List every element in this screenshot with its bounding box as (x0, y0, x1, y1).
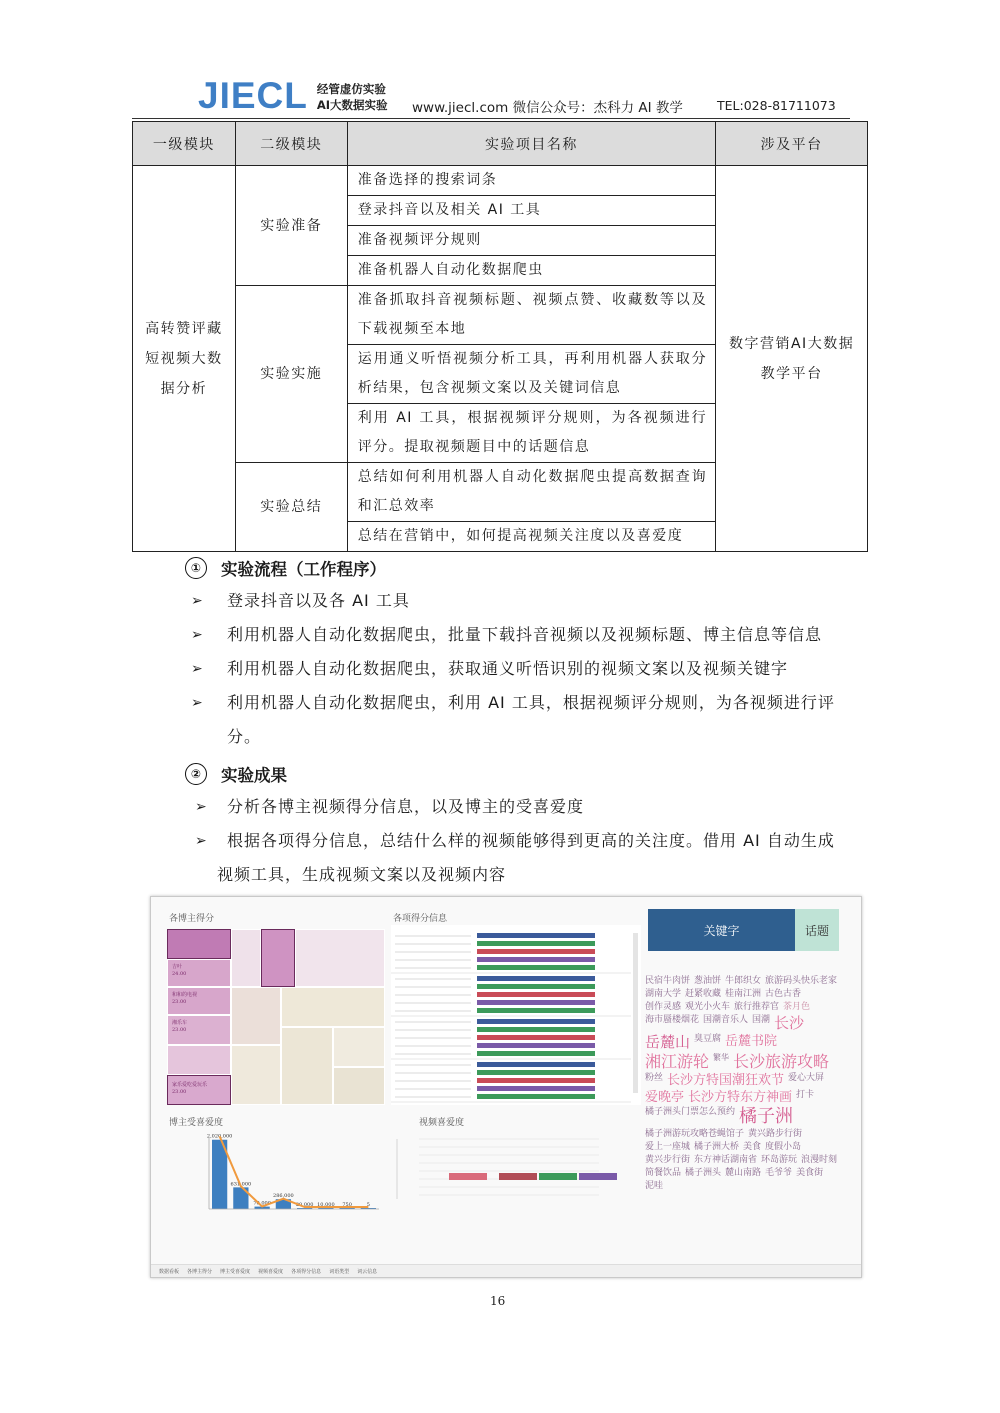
treemap-cell (167, 1015, 231, 1045)
wordcloud-word: 橘子洲头 (685, 1168, 722, 1178)
experiment-item: 总结在营销中，如何提高视频关注度以及喜爱度 (347, 522, 715, 552)
experiment-item: 登录抖音以及相关 AI 工具 (347, 196, 715, 226)
wordcloud-word: 古色古香 (765, 989, 802, 999)
wordcloud-word: 湖南大学 (645, 989, 682, 999)
score-bar (477, 1035, 595, 1040)
wordcloud-word: 橘子洲大桥 (694, 1142, 740, 1152)
wordcloud-word: 葱油饼 (694, 976, 722, 986)
score-bar (477, 1070, 595, 1075)
wordcloud-word: 度假小岛 (765, 1142, 802, 1152)
score-bar (477, 992, 595, 997)
dashboard-tab-bar (151, 1264, 861, 1277)
pane-title-video-popularity: 视频喜爱度 (419, 1118, 465, 1128)
logo-subtitle-line1: 经管虚仿实验 (316, 82, 386, 96)
level1-module-line: 高转赞评藏 (145, 320, 223, 337)
experiment-item: 运用通义听悟视频分析工具，再利用机器人获取分析结果，包含视频文案以及关键词信息 (347, 345, 715, 404)
score-bar (477, 1000, 595, 1005)
wordcloud-word: 黄兴步行街 (645, 1155, 691, 1165)
score-bar (477, 949, 595, 954)
wordcloud-word: 橘子洲 (739, 1106, 794, 1127)
platform-line: 数字营销AI大数据 (728, 335, 855, 352)
list-item-text: 登录抖音以及各 AI 工具 (227, 591, 410, 610)
wordcloud-word: 粉丝 (645, 1073, 664, 1083)
page-number: 16 (490, 1294, 506, 1308)
bullet-arrow-icon: ➢ (195, 833, 208, 849)
section-number: ② (185, 763, 207, 785)
wordcloud-word: 美食 (743, 1142, 762, 1152)
experiment-table (132, 121, 868, 552)
table-header-cell: 二级模块 (235, 122, 347, 166)
treemap-cell (261, 929, 295, 987)
wordcloud-word: 爱晚亭 (645, 1090, 685, 1105)
score-bar (477, 965, 595, 970)
wordcloud-word: 黄兴路步行街 (748, 1129, 803, 1139)
section-number: ① (185, 557, 207, 579)
wordcloud-word: 茶月色 (783, 1002, 811, 1012)
logo-subtitle (317, 81, 388, 114)
list-item-text: 利用机器人自动化数据爬虫，利用 AI 工具，根据视频评分规则，为各视频进行评 (227, 693, 835, 712)
table-header-row (133, 122, 868, 166)
heat-cell (539, 1173, 577, 1180)
wordcloud-word: 美食街 (796, 1168, 824, 1178)
treemap-cell (231, 987, 281, 1045)
score-bar (477, 984, 595, 989)
blogger-popularity-chart (169, 1129, 389, 1259)
logo-wordmark: JIECL (198, 75, 308, 116)
table-header-cell: 实验项目名称 (347, 122, 715, 166)
list-item-text: 视频工具，生成视频文案以及视频内容 (217, 865, 507, 884)
fans-data-label: 10,000 (317, 1202, 335, 1208)
list-item-text: 分析各博主视频得分信息，以及博主的受喜爱度 (227, 797, 585, 816)
wordcloud-word: 简餐饮品 (645, 1168, 682, 1178)
fans-data-label: 70,000 (253, 1200, 271, 1207)
pane-title-blogger-popularity: 博主受喜爱度 (169, 1118, 224, 1128)
fans-data-label: 750 (342, 1202, 352, 1208)
score-bar (477, 1062, 595, 1067)
platform-line: 教学平台 (760, 365, 823, 382)
wordcloud-word: 浪漫时刻 (801, 1155, 838, 1165)
dashboard-sheet-tab[interactable]: 词云信息 (357, 1268, 378, 1275)
treemap-cell (281, 1027, 333, 1105)
wordcloud-word: 海市蜃楼烟花 (645, 1015, 700, 1025)
wordcloud-word: 长沙方特东方神画 (688, 1090, 793, 1105)
wordcloud-word: 创作灵感 (645, 1002, 682, 1012)
score-bar (477, 941, 595, 946)
treemap-cell (167, 929, 231, 959)
dashboard-sheet-tab[interactable]: 数据看板 (159, 1268, 180, 1275)
wordcloud-word: 民宿牛肉饼 (645, 976, 691, 986)
wordcloud-word: 爱心大屏 (788, 1073, 825, 1083)
score-bar (477, 1043, 595, 1048)
wordcloud-word: 岳麓山 (645, 1033, 691, 1051)
wordcloud-word: 臭豆腐 (694, 1034, 722, 1044)
wordcloud-word: 长沙方特国潮狂欢节 (667, 1073, 785, 1088)
platform-cell (716, 166, 868, 552)
wordcloud-word: 国潮 (752, 1015, 771, 1025)
treemap-label: 家乐爱吃爱玩乐 23.00 (172, 1082, 208, 1095)
wordcloud-word: 赶紧收藏 (685, 989, 722, 999)
logo-subtitle-line2: AI大数据实验 (316, 98, 388, 112)
table-row (133, 166, 868, 196)
fans-data-label: 631,000 (230, 1181, 252, 1188)
score-bar (477, 1008, 595, 1013)
list-item-text: 根据各项得分信息，总结什么样的视频能够得到更高的关注度。借用 AI 自动生成 (227, 831, 835, 850)
list-item-text: 分。 (227, 727, 262, 746)
wordcloud-word: 打卡 (796, 1090, 815, 1100)
table-header-cell: 一级模块 (133, 122, 236, 166)
score-bar (477, 1078, 595, 1083)
fans-data-label: 2,020,000 (206, 1133, 233, 1140)
wordcloud-word: 麓山南路 (725, 1168, 762, 1178)
treemap-cell (231, 929, 261, 987)
tab-topic[interactable]: 话题 (795, 909, 839, 951)
wordcloud-word: 爱上一座城 (645, 1142, 691, 1152)
treemap-cell (167, 959, 231, 987)
heat-cell (449, 1173, 487, 1180)
dashboard-sheet-tab[interactable]: 词语类型 (329, 1268, 350, 1275)
treemap-label: 湘乐车 23.00 (172, 1020, 188, 1033)
dashboard-sheet-tab[interactable]: 各项得分信息 (291, 1268, 322, 1275)
section-heading-results (185, 762, 287, 786)
score-bar (477, 1027, 595, 1032)
score-bar (477, 976, 595, 981)
jiecl-logo (198, 75, 388, 116)
fans-data-label: 5 (366, 1202, 370, 1208)
bullet-arrow-icon: ➢ (195, 799, 208, 815)
level1-module-cell (133, 166, 236, 552)
keyword-wordcloud (645, 977, 845, 1237)
wordcloud-word: 旅行推荐官 (734, 1002, 780, 1012)
level2-module-cell: 实验总结 (235, 463, 347, 552)
header-tel: TEL:028-81711073 (717, 98, 836, 113)
level1-module-line: 短视频大数 (145, 350, 223, 367)
list-item-text: 利用机器人自动化数据爬虫，获取通义听悟识别的视频文案以及视频关键字 (227, 659, 789, 678)
score-bar (477, 933, 595, 938)
level2-module-cell: 实验准备 (235, 166, 347, 286)
wordcloud-word: 泥哇 (645, 1181, 664, 1191)
bullet-arrow-icon: ➢ (191, 627, 204, 643)
experiment-item: 准备抓取抖音视频标题、视频点赞、收藏数等以及下载视频至本地 (347, 286, 715, 345)
header-divider (132, 118, 850, 119)
score-bar (477, 1094, 595, 1099)
wordcloud-word: 旅游码头快乐老家 (765, 976, 838, 986)
experiment-item: 准备机器人自动化数据爬虫 (347, 256, 715, 286)
wordcloud-word: 长沙 (774, 1014, 805, 1032)
experiment-item: 准备选择的搜索词条 (347, 166, 715, 196)
fans-data-label: 20,000 (295, 1202, 314, 1208)
section-heading-process (185, 556, 386, 580)
level1-module-line: 据分析 (160, 380, 208, 397)
tab-keyword[interactable]: 关键字 (648, 909, 795, 951)
score-bar (477, 1019, 595, 1024)
score-bar (477, 957, 595, 962)
heat-cell (499, 1173, 537, 1180)
wordcloud-word: 岳麓书院 (725, 1034, 778, 1049)
wordcloud-word: 东方神话湖南省 (694, 1155, 758, 1165)
experiment-item: 总结如何利用机器人自动化数据爬虫提高数据查询和汇总效率 (347, 463, 715, 522)
bullet-arrow-icon: ➢ (191, 593, 204, 609)
wordcloud-word: 湘江游轮 (645, 1052, 710, 1071)
heat-cell (579, 1173, 617, 1180)
treemap-cell (167, 1045, 231, 1075)
table-header-cell: 涉及平台 (716, 122, 868, 166)
wordcloud-word: 长沙旅游攻略 (733, 1052, 830, 1071)
experiment-item: 利用 AI 工具，根据视频评分规则，为各视频进行评分。提取视频题目中的话题信息 (347, 404, 715, 463)
bullet-arrow-icon: ➢ (191, 661, 204, 677)
experiment-item: 准备视频评分规则 (347, 226, 715, 256)
wordcloud-word: 繁华 (713, 1053, 730, 1062)
treemap-cell (231, 1045, 281, 1105)
wordcloud-word: 橘子洲游玩攻略苍蝇馆子 (645, 1129, 745, 1139)
score-bar (477, 1051, 595, 1056)
wordcloud-word: 橘子洲头门票怎么预约 (645, 1107, 736, 1117)
treemap-label: 和和的电视 23.00 (172, 992, 198, 1005)
wordcloud-word: 毛爷爷 (765, 1168, 793, 1178)
header-contact: www.jiecl.com 微信公众号：杰科力 AI 教学 (412, 100, 683, 116)
treemap-cell (167, 987, 231, 1015)
treemap-cell (333, 1067, 385, 1105)
fans-data-label: 286,000 (273, 1193, 294, 1200)
dashboard-sheet-tab[interactable]: 视频喜爱度 (258, 1268, 284, 1275)
video-popularity-table (389, 1129, 639, 1259)
section-title: 实验成果 (221, 766, 287, 785)
treemap-label: 吉叶 24.00 (172, 964, 187, 977)
item-score-bars (391, 925, 641, 1105)
wordcloud-word: 环岛游玩 (761, 1155, 798, 1165)
dashboard-sheet-tab[interactable]: 博主受喜爱度 (220, 1268, 251, 1275)
wordcloud-word: 桂南江洲 (725, 989, 762, 999)
treemap-cell (295, 929, 385, 987)
dashboard-screenshot (150, 896, 862, 1278)
pane-title-item-scores: 各项得分信息 (393, 914, 448, 924)
treemap-cell (333, 1027, 385, 1067)
wordcloud-word: 观光小火车 (685, 1002, 731, 1012)
pane-title-blogger-score: 各博主得分 (169, 914, 215, 924)
treemap-cell (167, 1075, 231, 1105)
level2-module-cell: 实验实施 (235, 286, 347, 463)
treemap-cell (281, 987, 385, 1027)
wordcloud-word: 国潮音乐人 (703, 1015, 749, 1025)
wordcloud-word: 牛郎织女 (725, 976, 762, 986)
bullet-arrow-icon: ➢ (191, 695, 204, 711)
score-bar (477, 1086, 595, 1091)
dashboard-sheet-tab[interactable]: 各博主得分 (187, 1268, 213, 1275)
section-title: 实验流程（工作程序） (221, 560, 386, 579)
list-item-text: 利用机器人自动化数据爬虫，批量下载抖音视频以及视频标题、博主信息等信息 (227, 625, 823, 644)
